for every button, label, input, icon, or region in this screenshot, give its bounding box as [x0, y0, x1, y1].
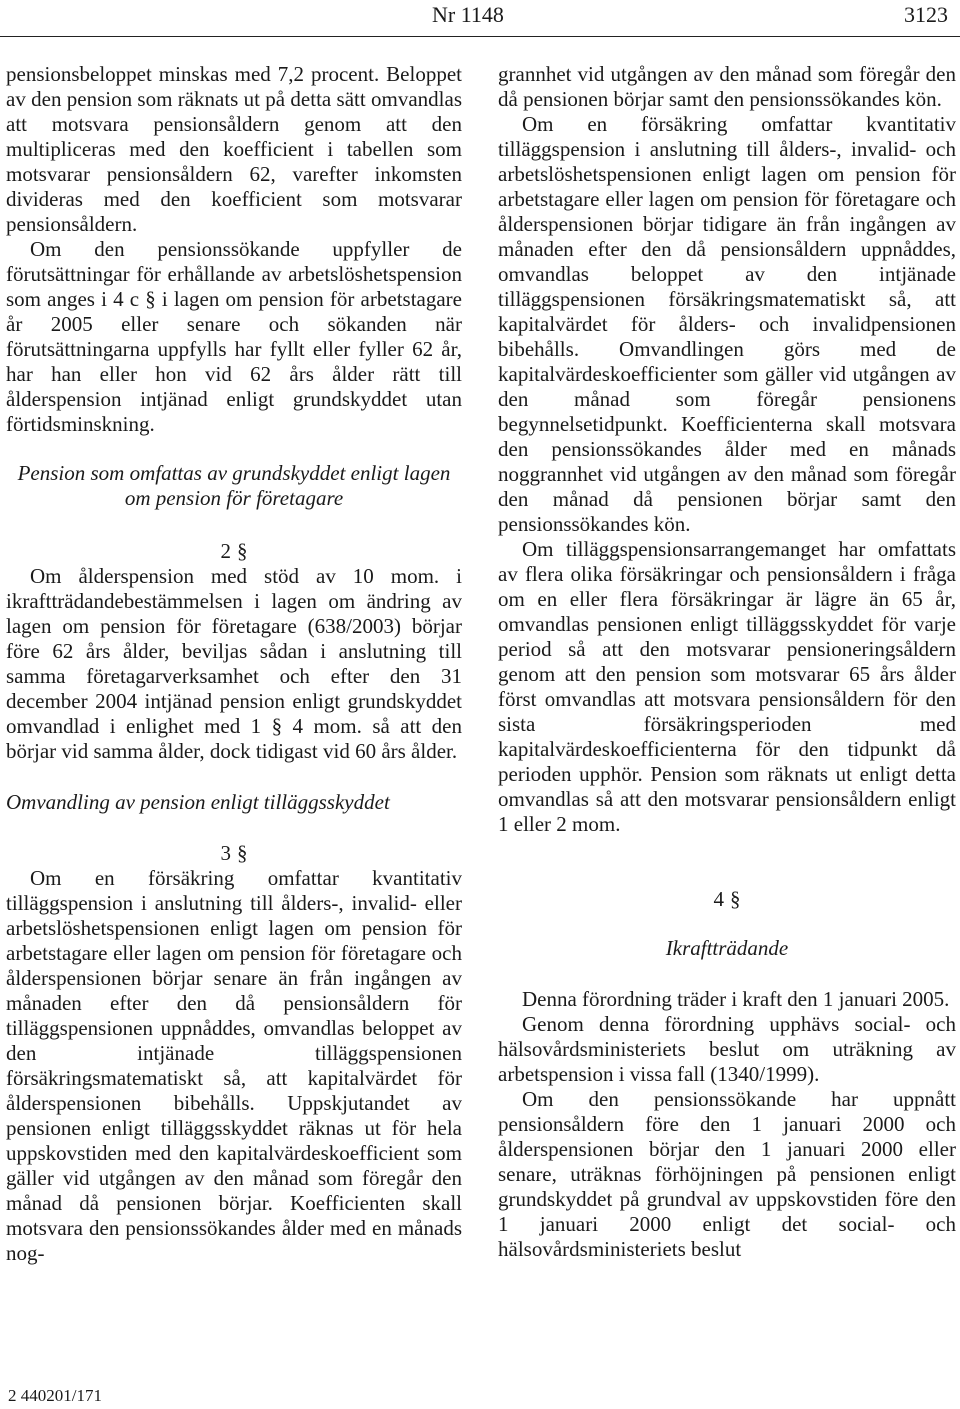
section-symbol: §: [237, 841, 248, 865]
section-heading-ikrafttradande: Ikraftträdande: [665, 936, 789, 960]
right-paragraph-1: grannhet vid utgången av den månad som föregår den då pensionen börjar samt den pensionssökandes kön.: [498, 62, 956, 111]
left-paragraph-1: pensionsbeloppet minskas med 7,2 procent. Beloppet av den pension som räknats ut på detta sätt omvandlas att motsvara pensionsåldern genom att den multipliceras med den koefficient i tabellen som motsvarar pensionsåldern 62, varefter inkomsten divideras med den koefficient som motsvarar pensionsåldern.: [6, 62, 462, 236]
section-number: 3: [220, 841, 231, 865]
right-paragraph-4: Denna förordning träder i kraft den 1 januari 2005.: [522, 987, 950, 1011]
section-heading-tillaggsskyddet: Omvandling av pension enligt tilläggsskyddet: [6, 790, 390, 814]
right-paragraph-6: Om den pensionssökande har uppnått pensionsåldern före den 1 januari 2000 och ålderspensionen börjar den 1 januari 2000 eller senare, uträknas förhöjningen på pensionen enligt grundskyddet på grundval av uppskovstiden före den 1 januari 2000 enligt det social- och hälsovårdsministeriets beslut: [498, 1087, 956, 1261]
section-heading-grundskyddet: Pension som omfattas av grundskyddet enligt lagen om pension för företagare: [17, 461, 451, 510]
header-divider: [0, 36, 960, 37]
section-3-number: [6, 841, 462, 866]
section-symbol: §: [730, 887, 741, 911]
publication-number: Nr 1148: [432, 2, 504, 27]
section-2-number: [6, 539, 462, 564]
right-column: [498, 62, 956, 1262]
section-4-number: [498, 887, 956, 912]
right-paragraph-3: Om tilläggspensionsarrangemanget har omfattats av flera olika försäkringar och pensionsåldern i fråga om en eller flera försäkringar är lägre än 65 år, omvandlas pensionen enligt tilläggsskyddet för varje period så att den motsvarar pensioneringsåldern genom att den pension som motsvarar 65 års ålder först omvandlas att motsvara pensionsåldern för den sista försäkringsperioden med kapitalvärdeskoefficienterna för den tidpunkt då perioden upphör. Pension som räknats ut enligt detta omvandlas så att den motsvarar pensionsåldern enligt 1 eller 2 mom.: [498, 537, 956, 836]
left-paragraph-3: Om ålderspension med stöd av 10 mom. i ikraftträdandebestämmelsen i lagen om ändring av lagen om pension för företagare (638/2003) börjar före 62 års ålder, beviljas sådan i anslutning till samma företagarverksamhet och efter den 31 december 2004 intjänad pension enligt grundskyddet omvandlad i enlighet med 1 § 4 mom. så att den börjar vid samma ålder, dock tidigast vid 60 års ålder.: [6, 564, 462, 763]
left-paragraph-4: Om en försäkring omfattar kvantitativ tilläggspension i anslutning till ålders-, invalid- eller arbetslöshetspensionen enligt lagen om pension för arbetstagare eller lagen om pension för företagare och ålderspensionen börjar senare än från ingången av månaden efter den då pensionsåldern för tilläggspensionen uppnåddes, omvandlas beloppet av den intjänade tilläggspensionen försäkringsmatematiskt så, att kapitalvärdet för ålderspensionen bibehålls. Uppskjutandet av pensionen enligt tilläggsskyddet räknas ut för hela uppskovstiden med den kapitalvärdeskoefficient som gäller vid utgången av den månad som föregår den månad då pensionen börjar. Koefficienten skall motsvara den pensionssökandes ålder med en månads nog-: [6, 866, 462, 1265]
footer-code: 2 440201/171: [8, 1386, 102, 1405]
section-symbol: §: [237, 539, 248, 563]
right-paragraph-5: Genom denna förordning upphävs social- och hälsovårdsministeriets beslut om uträkning av arbetspension i vissa fall (1340/1999).: [498, 1012, 956, 1086]
page-number: 3123: [904, 2, 948, 27]
left-column: [6, 62, 462, 1266]
section-number: 4: [713, 887, 724, 911]
right-paragraph-2: Om en försäkring omfattar kvantitativ tilläggspension i anslutning till ålders-, invalid- och arbetslöshetspensionen enligt lagen om pension för arbetstagare eller lagen om pension för företagare och ålderspensionen börjar tidigare än från ingången av månaden efter den då pensionsåldern uppnåddes, omvandlas beloppet av den intjänade tilläggspensionen försäkringsmatematiskt så, att kapitalvärdet för ålders- och invalidpensionen bibehålls. Omvandlingen görs med de kapitalvärdeskoefficienter som gäller vid utgången av den månad som föregår pensionens begynnelsetidpunkt. Koefficienterna skall motsvara den pensionssökandes ålder med en månads noggrannhet vid utgången av den månad som föregår den månad då pensionen börjar samt den pensionssökandes kön.: [498, 112, 956, 536]
section-number: 2: [220, 539, 231, 563]
left-paragraph-2: Om den pensionssökande uppfyller de förutsättningar för erhållande av arbetslöshetspension som anges i 4 c § i lagen om pension för arbetstagare år 2005 eller senare och sökanden när förutsättningarna uppfylls har fyllt eller fyller 62 år, har han eller hon vid 62 års ålder rätt till ålderspension intjänad enligt grundskyddet utan förtidsminskning.: [6, 237, 462, 436]
